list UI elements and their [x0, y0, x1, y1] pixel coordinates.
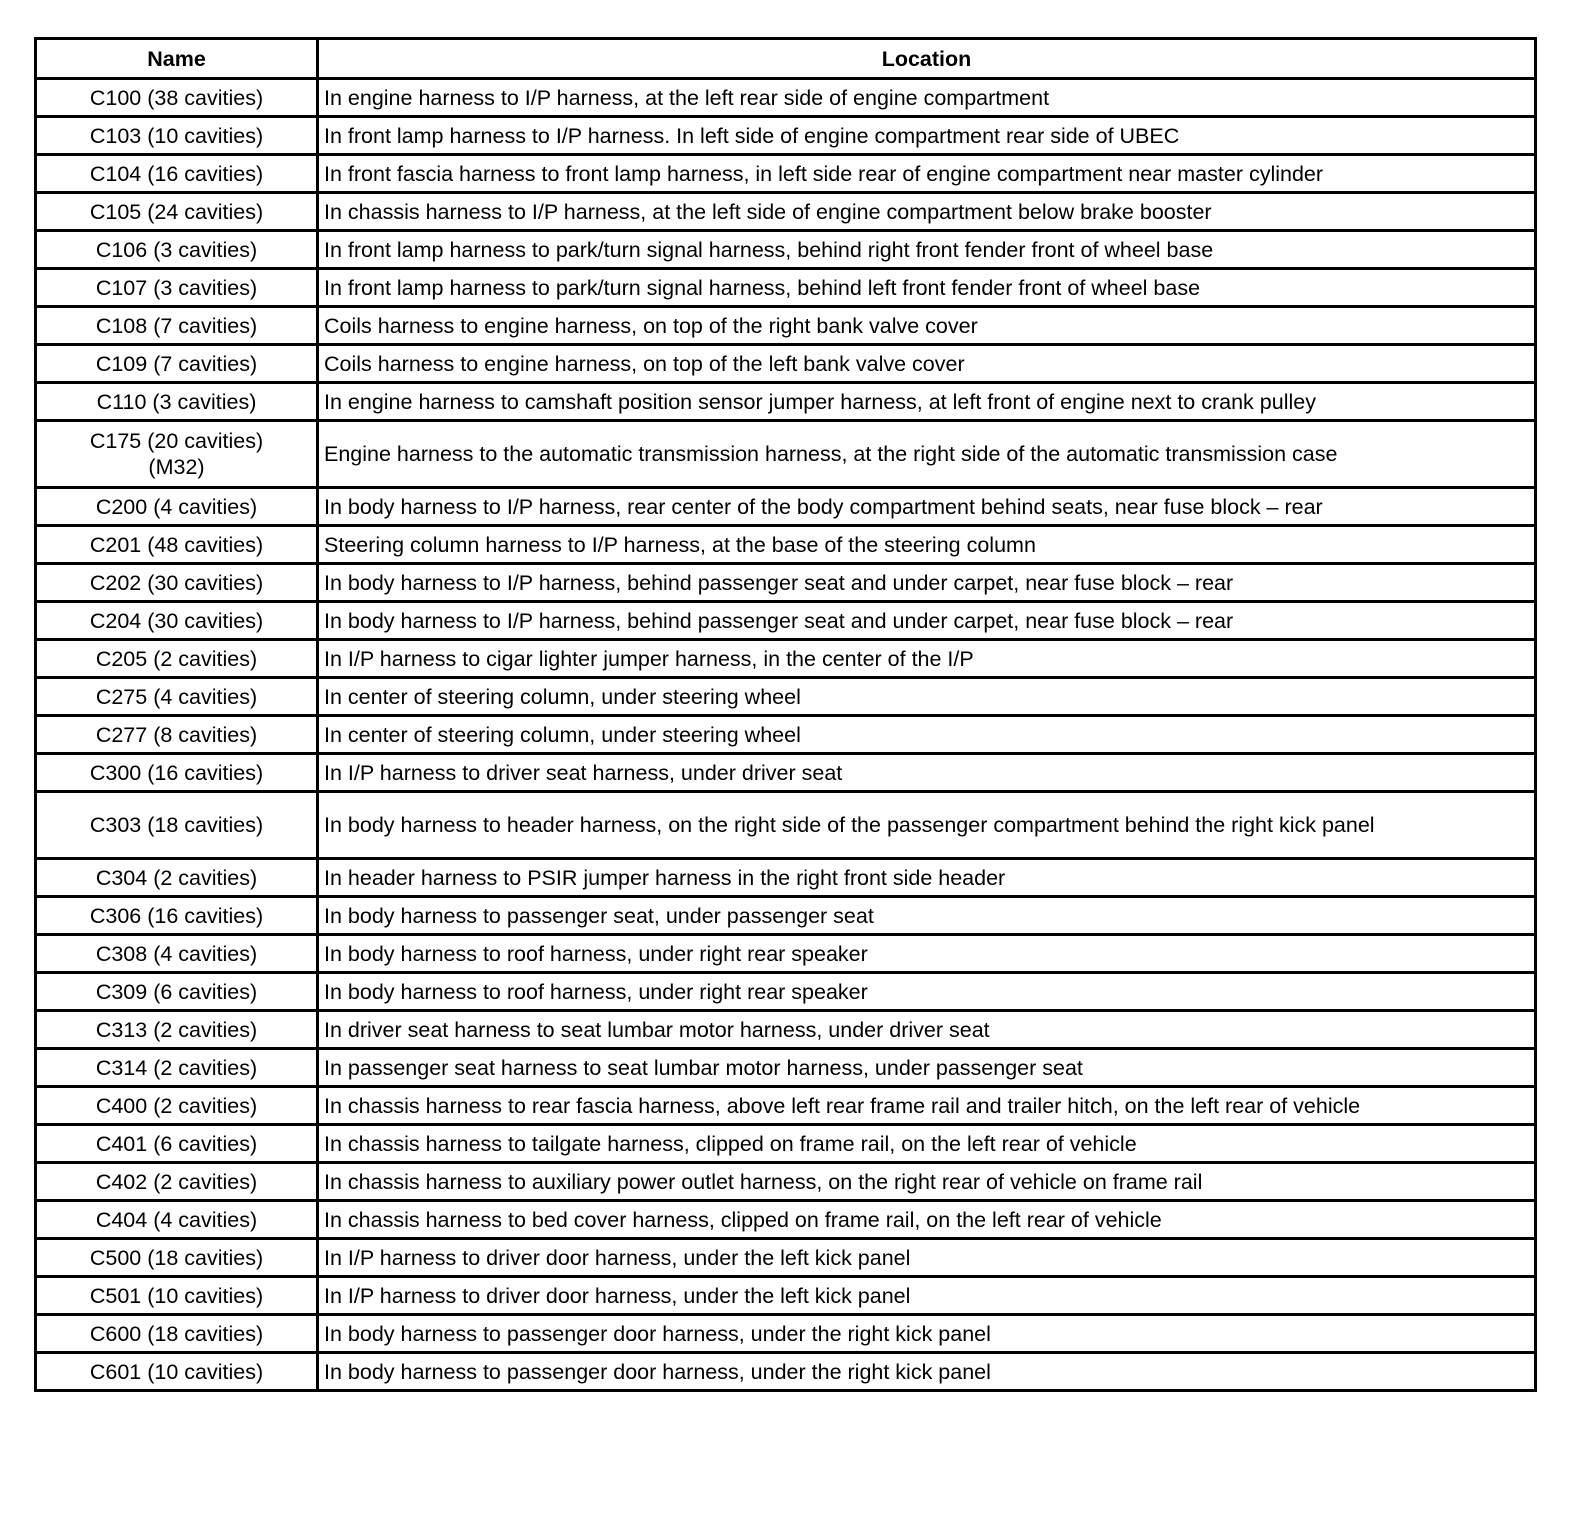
- connector-name-cell: C306 (16 cavities): [36, 897, 318, 935]
- connector-name-cell: C205 (2 cavities): [36, 640, 318, 678]
- table-row: [36, 1315, 1536, 1353]
- connector-location-cell: In body harness to header harness, on the right side of the passenger compartment behind the right kick panel: [318, 792, 1536, 859]
- connector-location-cell: In header harness to PSIR jumper harness in the right front side header: [318, 859, 1536, 897]
- connector-location-cell: In chassis harness to auxiliary power outlet harness, on the right rear of vehicle on frame rail: [318, 1163, 1536, 1201]
- table-row: [36, 1201, 1536, 1239]
- connector-name-cell: C104 (16 cavities): [36, 155, 318, 193]
- table-row: [36, 754, 1536, 792]
- connector-location-cell: In body harness to roof harness, under right rear speaker: [318, 973, 1536, 1011]
- connector-location-cell: In engine harness to I/P harness, at the left rear side of engine compartment: [318, 79, 1536, 117]
- table-row: [36, 640, 1536, 678]
- connector-location-cell: Coils harness to engine harness, on top of the left bank valve cover: [318, 345, 1536, 383]
- table-row: [36, 792, 1536, 859]
- table-row: [36, 231, 1536, 269]
- connector-location-table: [34, 37, 1537, 1392]
- connector-location-cell: In body harness to passenger seat, under passenger seat: [318, 897, 1536, 935]
- connector-location-cell: In driver seat harness to seat lumbar motor harness, under driver seat: [318, 1011, 1536, 1049]
- connector-location-cell: In body harness to passenger door harness, under the right kick panel: [318, 1353, 1536, 1391]
- connector-name-cell: C109 (7 cavities): [36, 345, 318, 383]
- connector-location-cell: In I/P harness to driver door harness, under the left kick panel: [318, 1277, 1536, 1315]
- connector-name-cell: C110 (3 cavities): [36, 383, 318, 421]
- table-row: [36, 678, 1536, 716]
- table-row: [36, 269, 1536, 307]
- connector-location-cell: In body harness to passenger door harness, under the right kick panel: [318, 1315, 1536, 1353]
- table-row: [36, 421, 1536, 488]
- connector-location-cell: In front fascia harness to front lamp harness, in left side rear of engine compartment near master cylinder: [318, 155, 1536, 193]
- connector-location-cell: Steering column harness to I/P harness, at the base of the steering column: [318, 526, 1536, 564]
- connector-name-cell: C201 (48 cavities): [36, 526, 318, 564]
- connector-name-cell: C100 (38 cavities): [36, 79, 318, 117]
- table-row: [36, 383, 1536, 421]
- table-row: [36, 935, 1536, 973]
- connector-name-cell: C277 (8 cavities): [36, 716, 318, 754]
- connector-name-cell: C107 (3 cavities): [36, 269, 318, 307]
- connector-name-cell: C204 (30 cavities): [36, 602, 318, 640]
- connector-location-cell: In chassis harness to rear fascia harness, above left rear frame rail and trailer hitch, on the left rear of vehicle: [318, 1087, 1536, 1125]
- connector-location-cell: In body harness to I/P harness, rear center of the body compartment behind seats, near fuse block – rear: [318, 488, 1536, 526]
- connector-name-cell: C202 (30 cavities): [36, 564, 318, 602]
- column-header-name: Name: [36, 39, 318, 79]
- connector-name-cell: C309 (6 cavities): [36, 973, 318, 1011]
- connector-name-cell: C308 (4 cavities): [36, 935, 318, 973]
- table-row: [36, 155, 1536, 193]
- table-row: [36, 897, 1536, 935]
- connector-location-cell: In front lamp harness to park/turn signal harness, behind left front fender front of wheel base: [318, 269, 1536, 307]
- connector-name-cell: C103 (10 cavities): [36, 117, 318, 155]
- connector-name-cell: C404 (4 cavities): [36, 1201, 318, 1239]
- connector-name-cell: C401 (6 cavities): [36, 1125, 318, 1163]
- table-row: [36, 602, 1536, 640]
- connector-location-cell: In front lamp harness to I/P harness. In left side of engine compartment rear side of UBEC: [318, 117, 1536, 155]
- connector-location-cell: In center of steering column, under steering wheel: [318, 678, 1536, 716]
- table-row: [36, 1353, 1536, 1391]
- connector-location-cell: In center of steering column, under steering wheel: [318, 716, 1536, 754]
- connector-name-cell: C304 (2 cavities): [36, 859, 318, 897]
- connector-name-cell: C300 (16 cavities): [36, 754, 318, 792]
- connector-location-cell: In I/P harness to driver seat harness, under driver seat: [318, 754, 1536, 792]
- table-row: [36, 526, 1536, 564]
- table-row: [36, 117, 1536, 155]
- connector-location-cell: In I/P harness to cigar lighter jumper harness, in the center of the I/P: [318, 640, 1536, 678]
- connector-name-cell: C314 (2 cavities): [36, 1049, 318, 1087]
- table-row: [36, 859, 1536, 897]
- connector-location-cell: Coils harness to engine harness, on top of the right bank valve cover: [318, 307, 1536, 345]
- connector-location-cell: Engine harness to the automatic transmission harness, at the right side of the automatic transmission case: [318, 421, 1536, 488]
- table-row: [36, 1239, 1536, 1277]
- column-header-location: Location: [318, 39, 1536, 79]
- connector-name-cell: C175 (20 cavities) (M32): [36, 421, 318, 488]
- connector-name-cell: C108 (7 cavities): [36, 307, 318, 345]
- table-row: [36, 973, 1536, 1011]
- connector-name-cell: C600 (18 cavities): [36, 1315, 318, 1353]
- table-row: [36, 79, 1536, 117]
- table-row: [36, 488, 1536, 526]
- connector-name-cell: C200 (4 cavities): [36, 488, 318, 526]
- connector-name-cell: C313 (2 cavities): [36, 1011, 318, 1049]
- connector-name-cell: C501 (10 cavities): [36, 1277, 318, 1315]
- connector-location-cell: In body harness to I/P harness, behind passenger seat and under carpet, near fuse block – rear: [318, 564, 1536, 602]
- connector-location-cell: In I/P harness to driver door harness, under the left kick panel: [318, 1239, 1536, 1277]
- connector-location-cell: In body harness to roof harness, under right rear speaker: [318, 935, 1536, 973]
- connector-name-cell: C106 (3 cavities): [36, 231, 318, 269]
- connector-location-sheet: [34, 37, 1534, 1392]
- table-row: [36, 1011, 1536, 1049]
- connector-location-cell: In front lamp harness to park/turn signal harness, behind right front fender front of wheel base: [318, 231, 1536, 269]
- connector-name-cell: C400 (2 cavities): [36, 1087, 318, 1125]
- table-row: [36, 716, 1536, 754]
- connector-name-cell: C500 (18 cavities): [36, 1239, 318, 1277]
- connector-name-cell: C105 (24 cavities): [36, 193, 318, 231]
- connector-location-cell: In chassis harness to I/P harness, at the left side of engine compartment below brake booster: [318, 193, 1536, 231]
- connector-name-cell: C601 (10 cavities): [36, 1353, 318, 1391]
- table-row: [36, 1125, 1536, 1163]
- connector-name-cell: C402 (2 cavities): [36, 1163, 318, 1201]
- connector-name-cell: C303 (18 cavities): [36, 792, 318, 859]
- table-row: [36, 1087, 1536, 1125]
- table-body: [36, 79, 1536, 1391]
- table-row: [36, 1049, 1536, 1087]
- connector-location-cell: In chassis harness to tailgate harness, clipped on frame rail, on the left rear of vehicle: [318, 1125, 1536, 1163]
- table-row: [36, 1277, 1536, 1315]
- table-header-row: [36, 39, 1536, 79]
- table-row: [36, 564, 1536, 602]
- connector-location-cell: In body harness to I/P harness, behind passenger seat and under carpet, near fuse block – rear: [318, 602, 1536, 640]
- table-row: [36, 1163, 1536, 1201]
- connector-location-cell: In chassis harness to bed cover harness, clipped on frame rail, on the left rear of vehicle: [318, 1201, 1536, 1239]
- connector-location-cell: In engine harness to camshaft position sensor jumper harness, at left front of engine next to crank pulley: [318, 383, 1536, 421]
- connector-location-cell: In passenger seat harness to seat lumbar motor harness, under passenger seat: [318, 1049, 1536, 1087]
- connector-name-cell: C275 (4 cavities): [36, 678, 318, 716]
- table-row: [36, 307, 1536, 345]
- table-row: [36, 193, 1536, 231]
- table-row: [36, 345, 1536, 383]
